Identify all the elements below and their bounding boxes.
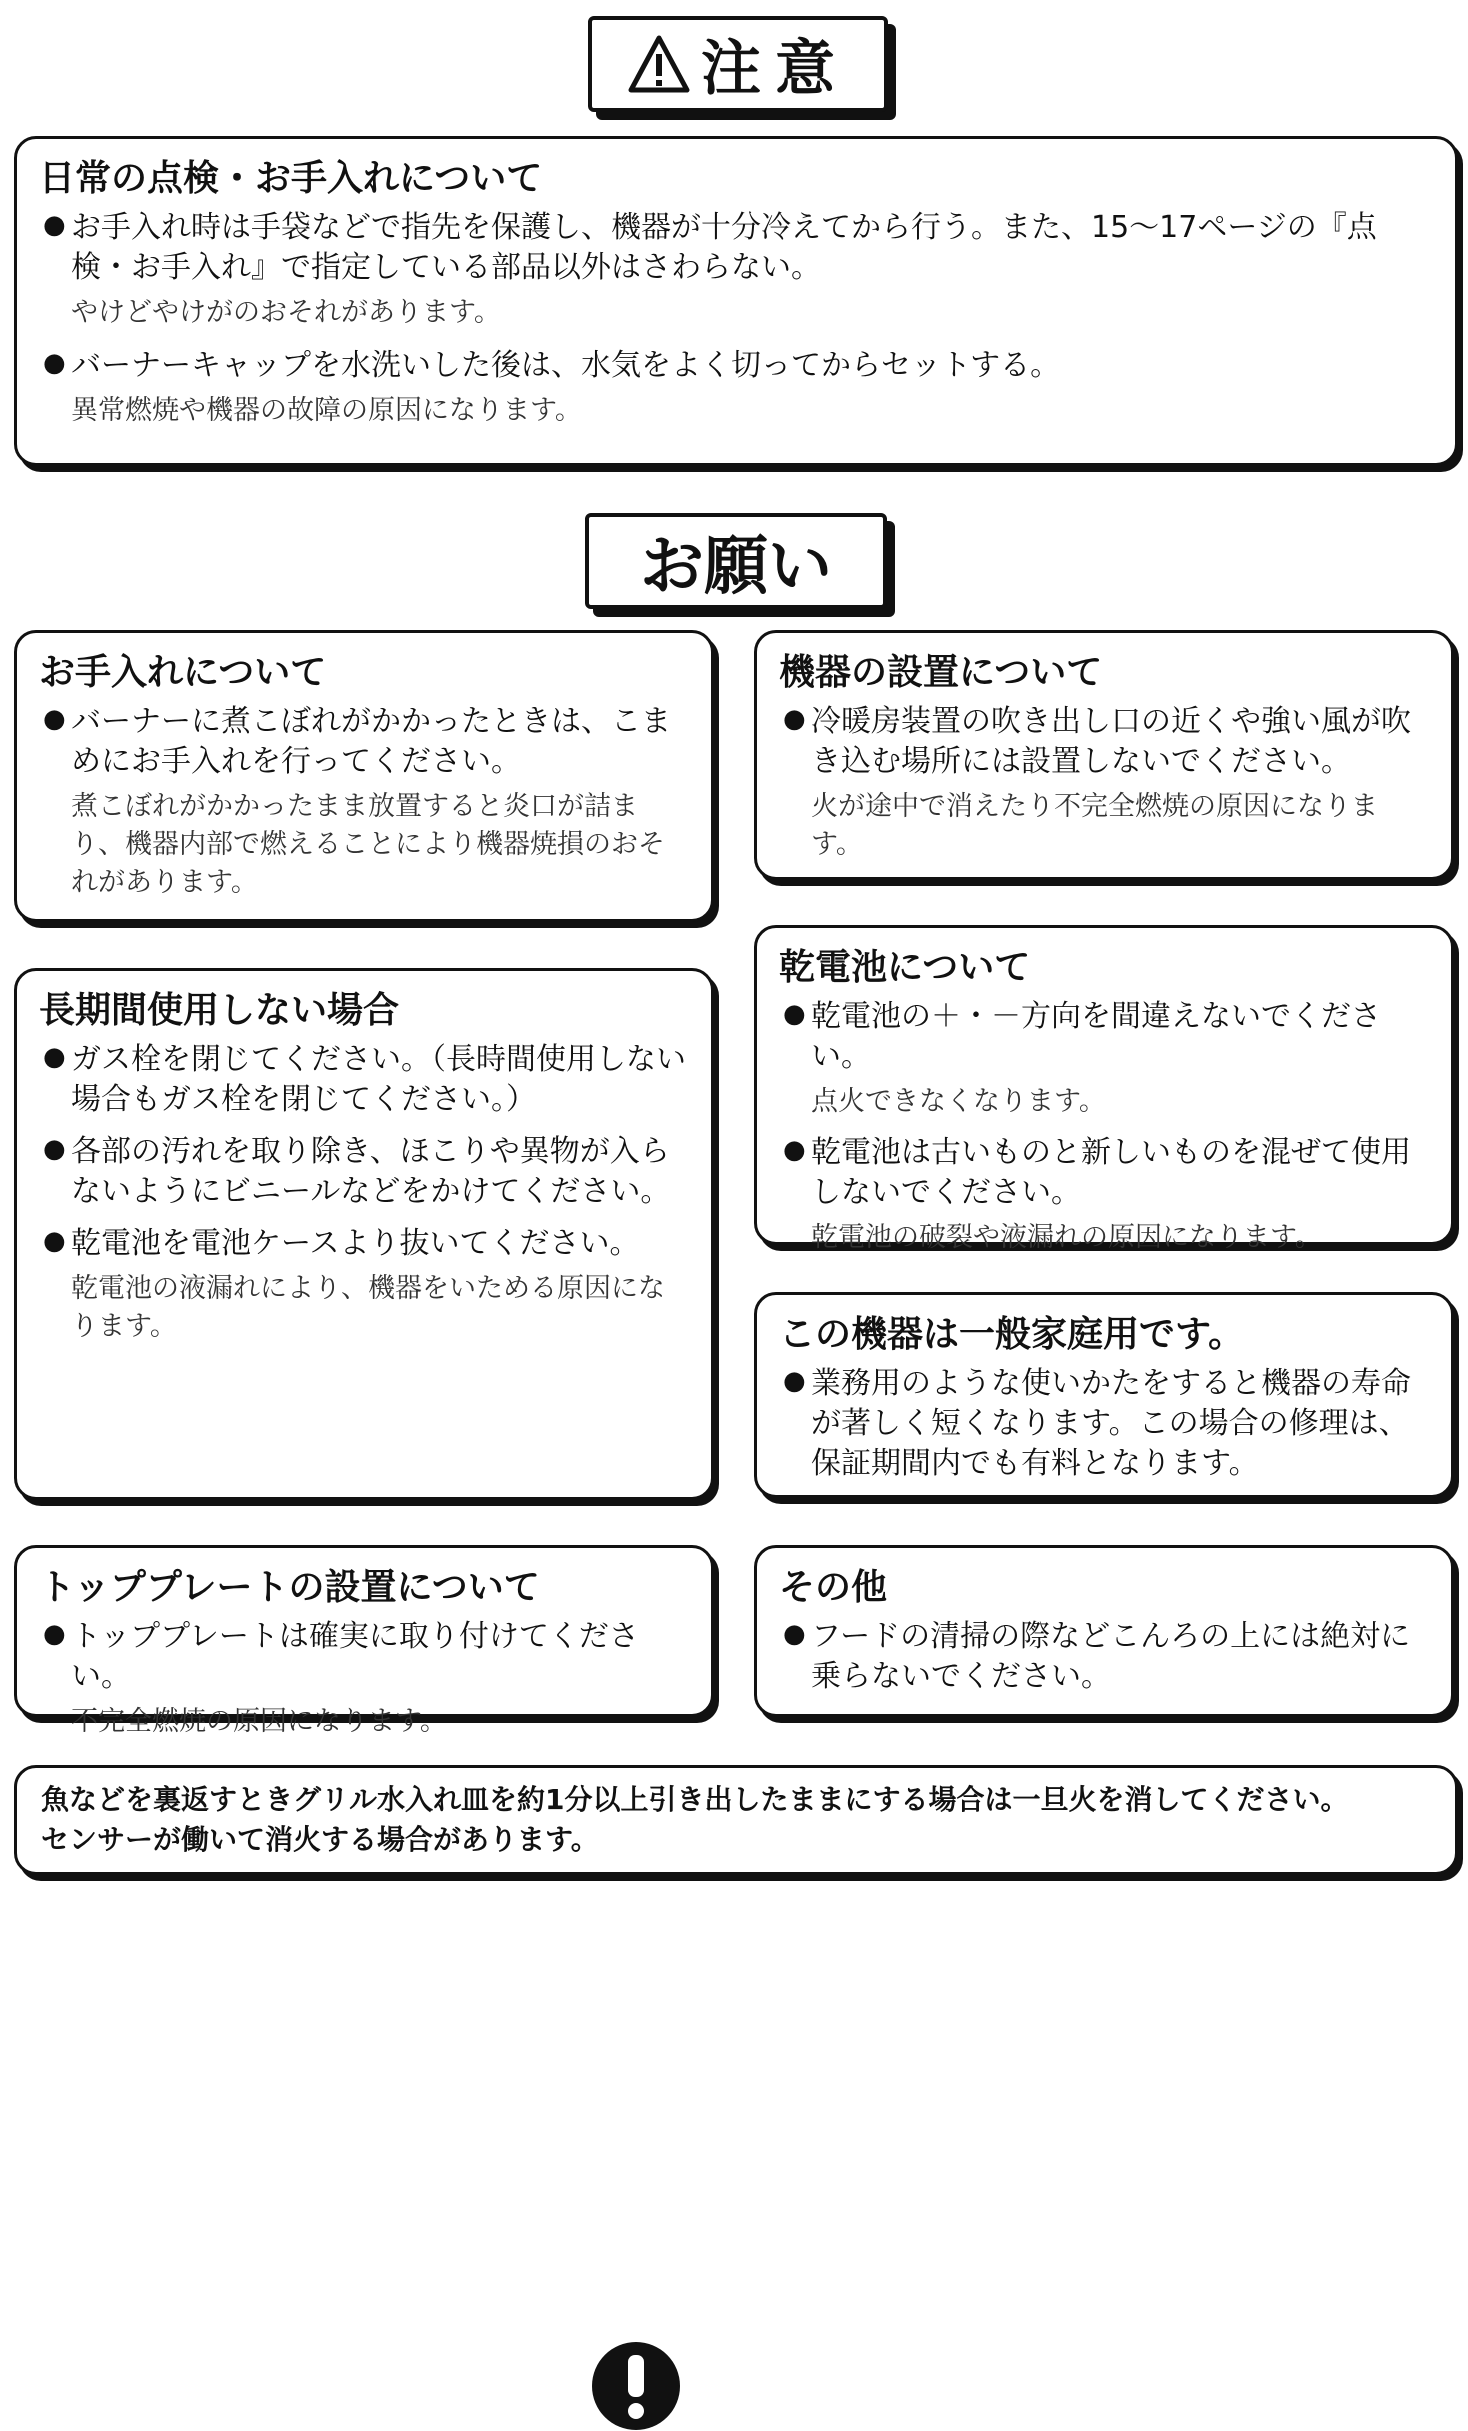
item-text: トッププレートは確実に取り付けてください。 <box>71 1619 639 1695</box>
top-plate-section <box>14 1545 714 1738</box>
item-text: ガス栓を閉じてください。（長時間使用しない場合もガス栓を閉じてください。） <box>71 1042 686 1118</box>
list-item <box>779 997 1429 1121</box>
bullet-icon: ● <box>43 210 66 241</box>
item-text: バーナーに煮こぼれがかかったときは、こまめにお手入れを行ってください。 <box>71 704 671 780</box>
item-note: 乾電池の液漏れにより、機器をいためる原因になります。 <box>71 1273 665 1343</box>
other-section <box>754 1545 1454 1717</box>
request-title: お願い <box>640 530 832 604</box>
list-item <box>39 1224 689 1346</box>
daily-inspection-section <box>14 136 1458 466</box>
request-banner <box>585 513 887 609</box>
bullet-icon: ● <box>783 1135 806 1166</box>
item-text: 乾電池を電池ケースより抜いてください。 <box>71 1226 640 1262</box>
item-text: 乾電池の＋・－方向を間違えないでください。 <box>811 999 1381 1075</box>
warning-triangle-icon <box>627 34 691 94</box>
list-item <box>39 346 1433 430</box>
list-item <box>779 1133 1429 1257</box>
bullet-icon: ● <box>43 1134 66 1165</box>
list-item <box>39 1617 689 1741</box>
battery-section <box>754 925 1454 1254</box>
home-use-section <box>754 1292 1454 1498</box>
grill-notice <box>14 1765 1458 1875</box>
item-text: お手入れ時は手袋などで指先を保護し、機器が十分冷えてから行う。また、15～17ページの『点検・お手入れ』で指定している部品以外はさわらない。 <box>71 210 1377 286</box>
section-title: トッププレートの設置について <box>39 1567 540 1608</box>
item-note: 異常燃焼や機器の故障の原因になります。 <box>71 395 582 427</box>
section-title: 機器の設置について <box>779 652 1103 693</box>
bullet-icon: ● <box>783 999 806 1030</box>
item-text: 冷暖房装置の吹き出し口の近くや強い風が吹き込む場所には設置しないでください。 <box>811 704 1411 780</box>
section-title: その他 <box>779 1567 888 1608</box>
item-text: 乾電池は古いものと新しいものを混ぜて使用しないでください。 <box>811 1135 1411 1211</box>
care-section <box>14 630 714 922</box>
exclamation-icon <box>591 2341 681 2431</box>
section-title: 長期間使用しない場合 <box>39 990 400 1031</box>
list-item <box>779 702 1429 864</box>
list-item <box>39 208 1433 332</box>
item-note: 点火できなくなります。 <box>811 1086 1106 1118</box>
item-note: 乾電池の破裂や液漏れの原因になります。 <box>811 1222 1322 1254</box>
item-note: 不完全燃焼の原因になります。 <box>71 1706 447 1738</box>
item-text: 各部の汚れを取り除き、ほこりや異物が入らないようにビニールなどをかけてください。 <box>71 1134 671 1210</box>
caution-title: 注意 <box>701 34 849 104</box>
list-item <box>39 1040 689 1120</box>
section-title: お手入れについて <box>39 652 327 693</box>
list-item <box>779 1617 1429 1697</box>
item-note: 火が途中で消えたり不完全燃焼の原因になります。 <box>811 791 1378 861</box>
bullet-icon: ● <box>783 704 806 735</box>
list-item <box>779 1364 1429 1484</box>
section-title: この機器は一般家庭用です。 <box>779 1314 1245 1355</box>
bullet-icon: ● <box>43 1042 66 1073</box>
item-text: バーナーキャップを水洗いした後は、水気をよく切ってからセットする。 <box>71 348 1061 384</box>
notice-line-2: センサーが働いて消火する場合があります。 <box>41 1823 599 1856</box>
bullet-icon: ● <box>43 1226 66 1257</box>
bullet-icon: ● <box>783 1619 806 1650</box>
item-text: フードの清掃の際などこんろの上には絶対に乗らないでください。 <box>811 1619 1411 1695</box>
list-item <box>39 702 689 902</box>
installation-section <box>754 630 1454 880</box>
section-title: 乾電池について <box>779 947 1031 988</box>
item-note: 煮こぼれがかかったまま放置すると炎口が詰まり、機器内部で燃えることにより機器焼損のおそれがあります。 <box>71 791 665 899</box>
section-title: 日常の点検・お手入れについて <box>39 158 543 199</box>
bullet-icon: ● <box>783 1366 806 1397</box>
list-item <box>39 1132 689 1212</box>
bullet-icon: ● <box>43 1619 66 1650</box>
notice-line-1: 魚などを裏返すときグリル水入れ皿を約1分以上引き出したままにする場合は一旦火を消してください。 <box>41 1783 1349 1816</box>
caution-banner <box>588 16 888 112</box>
long-term-nonuse-section <box>14 968 714 1500</box>
item-text: 業務用のような使いかたをすると機器の寿命が著しく短くなります。この場合の修理は、保証期間内でも有料となります。 <box>811 1366 1411 1482</box>
bullet-icon: ● <box>43 348 66 379</box>
bullet-icon: ● <box>43 704 66 735</box>
item-note: やけどやけがのおそれがあります。 <box>71 297 501 329</box>
